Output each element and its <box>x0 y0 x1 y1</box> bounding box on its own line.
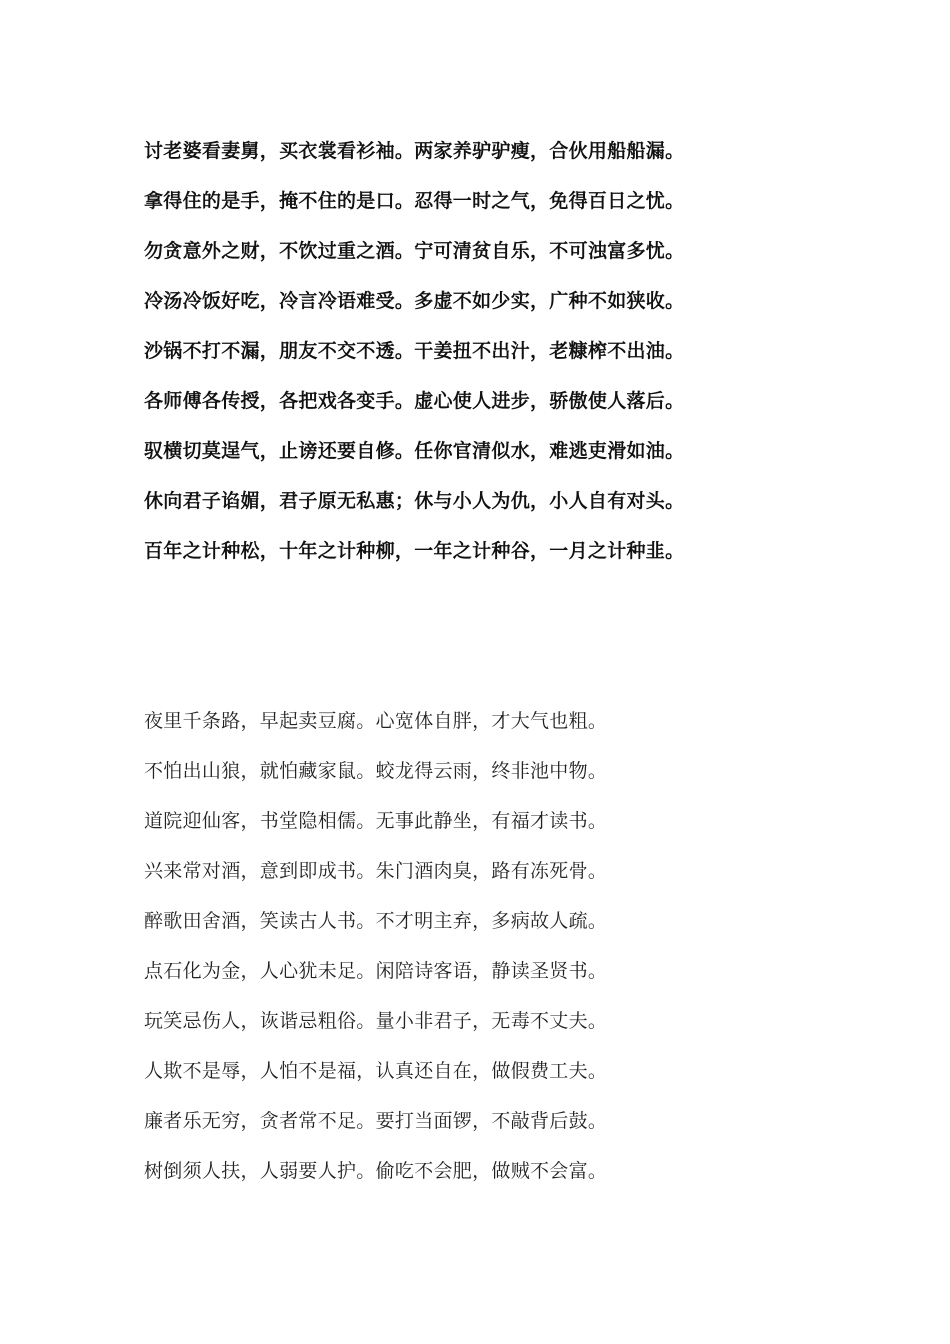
regular-proverbs-section <box>144 706 844 1206</box>
bold-proverb-line: 驭横切莫逞气，止谤还要自修。任你官清似水，难逃吏滑如油。 <box>144 440 685 462</box>
bold-proverb-line: 沙锅不打不漏，朋友不交不透。干姜扭不出汁，老糠榨不出油。 <box>144 340 685 362</box>
bold-proverb-line: 讨老婆看妻舅，买衣裳看衫袖。两家养驴驴瘦，合伙用船船漏。 <box>144 140 685 162</box>
bold-proverb-line: 拿得住的是手，掩不住的是口。忍得一时之气，免得百日之忧。 <box>144 190 685 212</box>
regular-proverb-line: 点石化为金，人心犹未足。闲陪诗客语，静读圣贤书。 <box>144 960 608 982</box>
regular-proverb-line: 醉歌田舍酒，笑读古人书。不才明主弃，多病故人疏。 <box>144 910 608 932</box>
regular-proverb-line: 道院迎仙客，书堂隐相儒。无事此静坐，有福才读书。 <box>144 810 608 832</box>
regular-proverb-line: 兴来常对酒，意到即成书。朱门酒肉臭，路有冻死骨。 <box>144 860 608 882</box>
bold-proverb-line: 冷汤冷饭好吃，冷言冷语难受。多虚不如少实，广种不如狭收。 <box>144 290 685 312</box>
bold-proverb-line: 各师傅各传授，各把戏各变手。虚心使人进步，骄傲使人落后。 <box>144 390 685 412</box>
regular-proverb-line: 不怕出山狼，就怕藏家鼠。蛟龙得云雨，终非池中物。 <box>144 760 608 782</box>
regular-proverb-line: 人欺不是辱，人怕不是福，认真还自在，做假费工夫。 <box>144 1060 608 1082</box>
regular-proverb-line: 树倒须人扶，人弱要人护。偷吃不会肥，做贼不会富。 <box>144 1160 608 1182</box>
regular-proverb-line: 夜里千条路，早起卖豆腐。心宽体自胖，才大气也粗。 <box>144 710 608 732</box>
bold-proverbs-section <box>144 136 844 586</box>
bold-proverb-line: 休向君子谄媚，君子原无私惠；休与小人为仇，小人自有对头。 <box>144 490 685 512</box>
regular-proverb-line: 玩笑忌伤人，诙谐忌粗俗。量小非君子，无毒不丈夫。 <box>144 1010 608 1032</box>
regular-proverb-line: 廉者乐无穷，贪者常不足。要打当面锣，不敲背后鼓。 <box>144 1110 608 1132</box>
bold-proverb-line: 百年之计种松，十年之计种柳，一年之计种谷，一月之计种韭。 <box>144 540 685 562</box>
bold-proverb-line: 勿贪意外之财，不饮过重之酒。宁可清贫自乐，不可浊富多忧。 <box>144 240 685 262</box>
